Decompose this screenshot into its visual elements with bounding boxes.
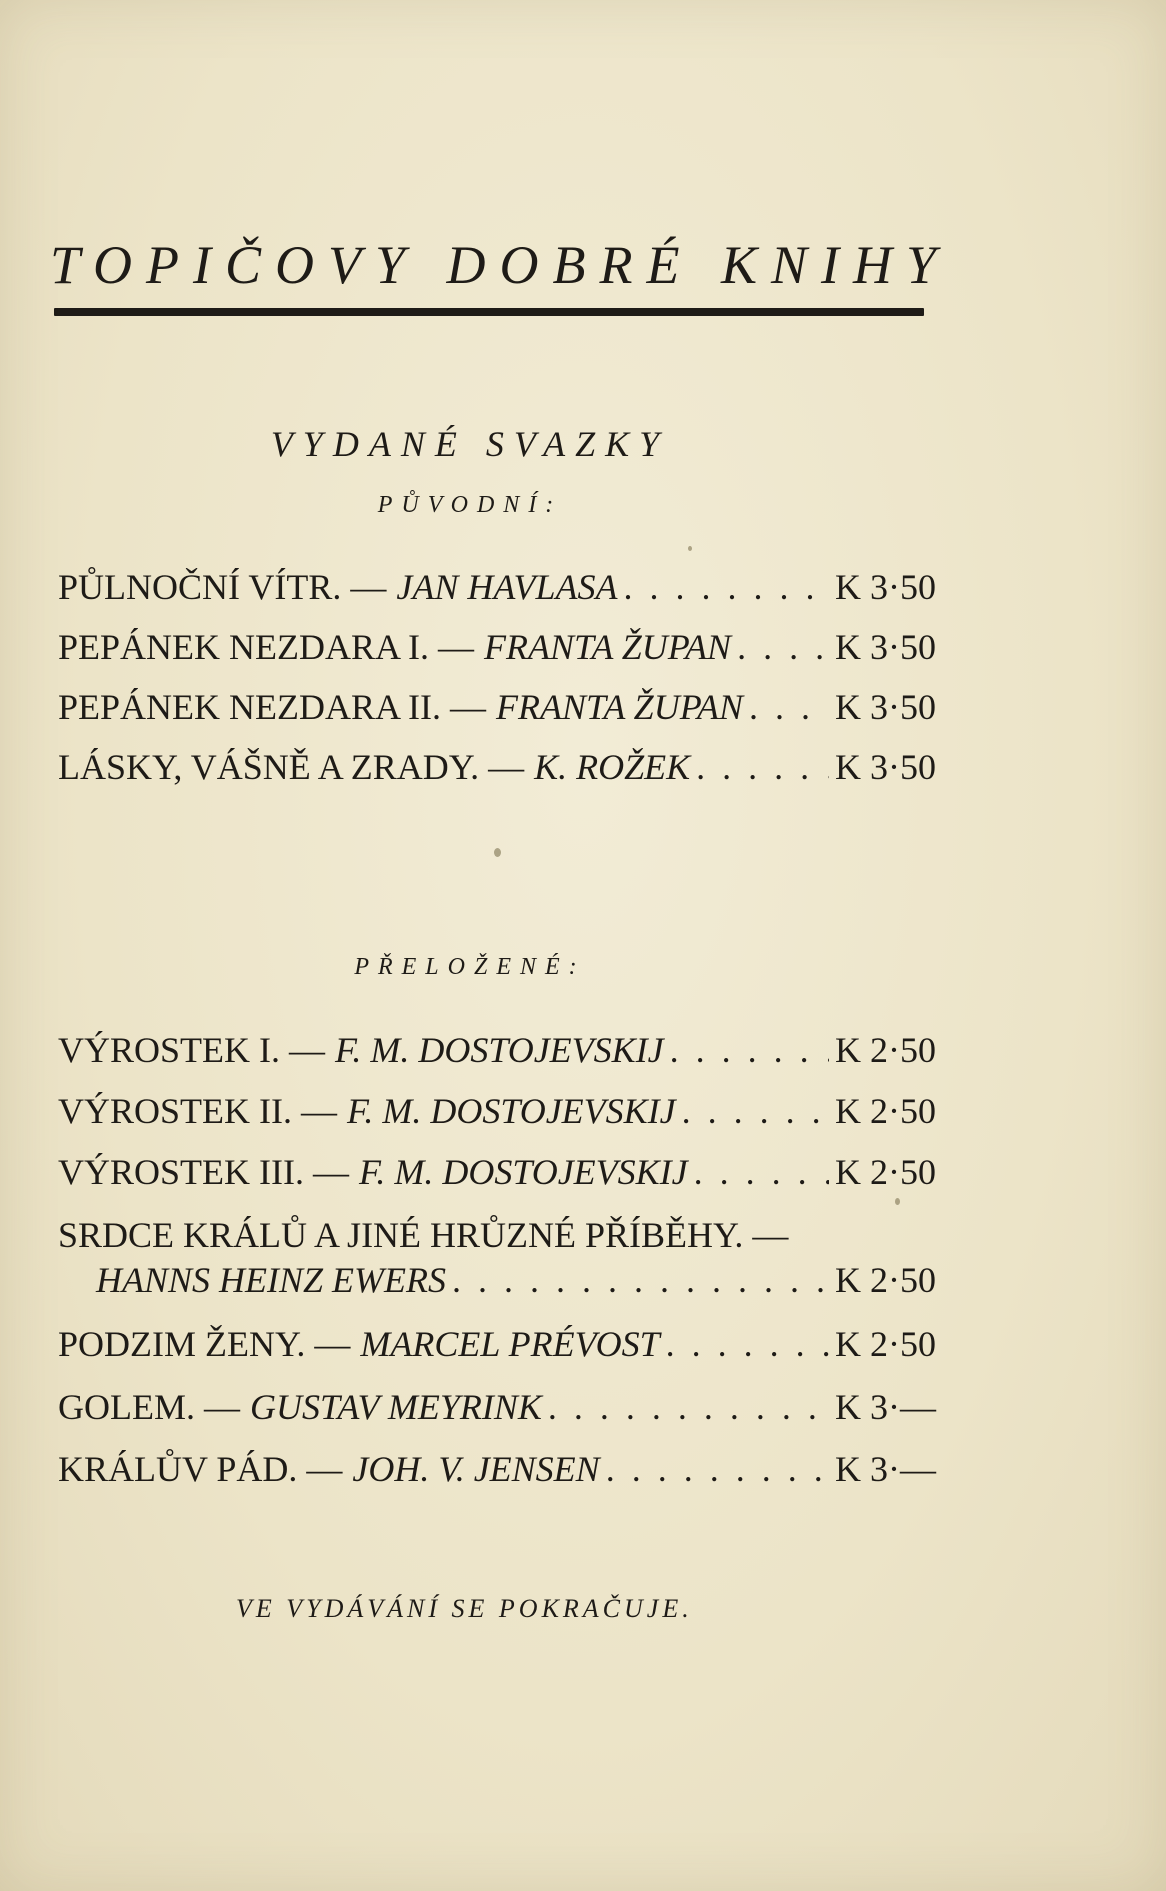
book-entry	[58, 685, 936, 729]
book-title: PEPÁNEK NEZDARA I. —	[58, 627, 475, 667]
book-title: LÁSKY, VÁŠNĚ A ZRADY. —	[58, 747, 525, 787]
book-title: PEPÁNEK NEZDARA II. —	[58, 687, 486, 727]
dot-leader	[694, 1150, 829, 1194]
book-price: K 3·—	[835, 1387, 936, 1427]
book-entry	[58, 625, 936, 669]
dot-leader	[670, 1028, 829, 1072]
print-speck	[688, 546, 692, 551]
book-entry	[58, 565, 936, 609]
dot-leader	[682, 1089, 829, 1133]
book-author: FRANTA ŽUPAN	[496, 687, 744, 727]
book-author: FRANTA ŽUPAN	[484, 627, 732, 667]
book-author: K. ROŽEK	[534, 747, 691, 787]
dot-leader	[749, 685, 829, 729]
book-title: PŮLNOČNÍ VÍTR. —	[58, 567, 387, 607]
book-price: K 2·50	[835, 1152, 936, 1192]
title-rule	[54, 308, 924, 316]
book-price: K 2·50	[835, 1030, 936, 1070]
book-entry	[58, 1089, 936, 1133]
book-entry	[58, 1385, 936, 1429]
dot-leader	[548, 1385, 829, 1429]
book-author: JAN HAVLASA	[396, 567, 618, 607]
book-title: VÝROSTEK III. —	[58, 1152, 349, 1192]
book-title: PODZIM ŽENY. —	[58, 1324, 351, 1364]
book-entry	[58, 745, 936, 789]
book-price: K 3·50	[835, 687, 936, 727]
book-entry	[58, 1028, 936, 1072]
book-price: K 2·50	[835, 1324, 936, 1364]
published-volumes-heading: VYDANÉ SVAZKY	[270, 424, 670, 464]
dot-leader	[606, 1447, 829, 1491]
dot-leader	[737, 625, 829, 669]
book-author: MARCEL PRÉVOST	[360, 1324, 660, 1364]
book-title: VÝROSTEK I. —	[58, 1030, 325, 1070]
print-speck	[494, 848, 501, 857]
book-price: K 3·50	[835, 627, 936, 667]
book-author: F. M. DOSTOJEVSKIJ	[335, 1030, 664, 1070]
book-author: F. M. DOSTOJEVSKIJ	[346, 1091, 676, 1131]
book-title: SRDCE KRÁLŮ A JINÉ HRŮZNÉ PŘÍBĚHY. —	[58, 1215, 789, 1255]
book-title: VÝROSTEK II. —	[58, 1091, 337, 1131]
continuation-note: VE VYDÁVÁNÍ SE POKRAČUJE.	[236, 1594, 693, 1623]
book-price: K 3·50	[835, 747, 936, 787]
original-works-heading: PŮVODNÍ:	[377, 492, 563, 518]
book-price: K 2·50	[835, 1260, 936, 1300]
page-title: TOPIČOVY DOBRÉ KNIHY	[50, 235, 951, 295]
book-entry	[58, 1150, 936, 1194]
dot-leader	[624, 565, 829, 609]
book-title: GOLEM. —	[58, 1387, 240, 1427]
translated-works-heading: PŘELOŽENÉ:	[354, 954, 586, 980]
book-author: HANNS HEINZ EWERS	[96, 1260, 446, 1300]
book-price: K 3·—	[835, 1449, 936, 1489]
book-author: JOH. V. JENSEN	[352, 1449, 600, 1489]
dot-leader	[696, 745, 829, 789]
dot-leader	[666, 1322, 829, 1366]
book-title: KRÁLŮV PÁD. —	[58, 1449, 343, 1489]
book-price: K 3·50	[835, 567, 936, 607]
book-author: F. M. DOSTOJEVSKIJ	[358, 1152, 688, 1192]
book-price: K 2·50	[835, 1091, 936, 1131]
print-speck	[895, 1198, 900, 1205]
book-entry	[58, 1447, 936, 1491]
book-entry	[58, 1322, 936, 1366]
dot-leader	[452, 1258, 829, 1302]
book-author: GUSTAV MEYRINK	[250, 1387, 542, 1427]
book-entry	[96, 1258, 936, 1302]
